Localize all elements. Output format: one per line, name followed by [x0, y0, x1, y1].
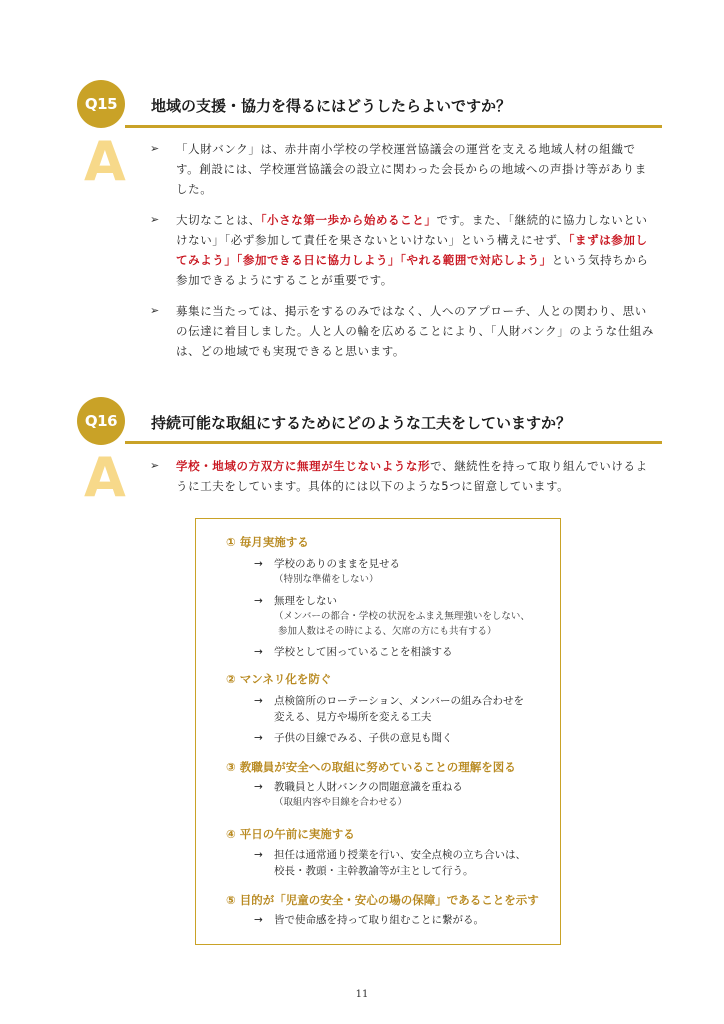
answer-bullet — [148, 139, 658, 199]
bullet-arrow-icon: ➢ — [150, 142, 160, 155]
bullet-arrow-icon: ➢ — [150, 304, 160, 317]
measure-title: ① 毎月実施する — [226, 535, 309, 549]
emphasis-text: 「小さな第一歩から始めること」 — [260, 213, 437, 227]
measure-title: ② マンネリ化を防ぐ — [226, 672, 332, 686]
q16-answer-mark: A — [84, 446, 126, 509]
measures-box — [195, 518, 561, 945]
q16-underline — [125, 441, 662, 444]
measure-item: → 教職員と人財バンクの問題意識を重ねる — [254, 781, 463, 793]
measure-note: （メンバーの都合・学校の状況をふまえ無理強いをしない、 — [274, 611, 530, 622]
answer-text: 募集に当たっては、掲示をするのみではなく、人へのアプローチ、人との関わり、思いの伝達に着目しました。人と人の輪を広めることにより、「人財バンク」のような仕組みは、どの地域でも実現できると思います。 — [176, 304, 655, 358]
answer-bullet — [148, 301, 658, 361]
answer-text: という気持ちから参加できるようにすることが重要です。 — [176, 253, 649, 287]
measure-note: （特別な準備をしない） — [274, 574, 379, 585]
measure-note: （取組内容や目線を合わせる） — [274, 797, 408, 808]
q15-answer-mark: A — [84, 130, 126, 193]
q16-badge: Q16 — [77, 397, 125, 445]
q15-underline — [125, 125, 662, 128]
measure-1 — [226, 534, 556, 660]
arrow-icon: → — [254, 781, 263, 793]
measure-item: → 子供の目線でみる、子供の意見も聞く — [254, 732, 453, 744]
arrow-icon: → — [254, 914, 263, 926]
measure-5 — [226, 892, 556, 928]
arrow-icon: → — [254, 558, 263, 570]
q15-answer-list — [148, 139, 658, 372]
answer-text: です。また、「継続的に協力しないといけない」「必ず参加して責任を果さないといけない」という構えにせず、 — [176, 213, 648, 247]
bullet-arrow-icon: ➢ — [150, 459, 160, 472]
q16-answer-list — [148, 456, 658, 507]
measure-4 — [226, 826, 556, 879]
emphasis-text: 「まずは参加してみよう」「参加できる日に協力しよう」「やれる範囲で対応しよう」 — [176, 233, 648, 267]
answer-bullet — [148, 210, 658, 290]
page-number: 11 — [355, 989, 369, 1000]
answer-bullet — [148, 456, 658, 496]
measure-item: → 皆で使命感を持って取り組むことに繋がる。 — [254, 914, 484, 926]
measure-item: → 担任は通常通り授業を行い、安全点検の立ち合いは、 — [254, 849, 526, 861]
measure-item: → 学校として困っていることを相談する — [254, 646, 453, 658]
emphasis-text: 学校・地域の方双方に無理が生じないような形 — [176, 459, 431, 473]
arrow-icon: → — [254, 646, 263, 658]
measure-item: → 点検箇所のローテーション、メンバーの組み合わせを — [254, 695, 525, 707]
q15-badge: Q15 — [77, 80, 125, 128]
answer-text: で、継続性を持って取り組んでいけるように工夫をしています。具体的には以下のような5つに留意しています。 — [176, 459, 648, 493]
answer-text: 「人財バンク」は、赤井南小学校の学校運営協議会の運営を支える地域人材の組織です。創設には、学校運営協議会の設立に関わった会長からの地域への声掛け等がありました。 — [176, 142, 647, 196]
arrow-icon: → — [254, 732, 263, 744]
measure-title: ④ 平日の午前に実施する — [226, 827, 355, 841]
answer-text: 大切なことは、 — [176, 213, 261, 227]
measure-item-cont: 変える、見方や場所を変える工夫 — [274, 711, 432, 723]
arrow-icon: → — [254, 849, 263, 861]
measure-item-cont: 校長・教頭・主幹教諭等が主として行う。 — [274, 865, 474, 877]
measure-title: ③ 教職員が安全への取組に努めていることの理解を図る — [226, 760, 516, 774]
q16-question: 持続可能な取組にするためにどのような工夫をしていますか？ — [151, 414, 572, 432]
q15-question: 地域の支援・協力を得るにはどうしたらよいですか？ — [151, 97, 512, 115]
bullet-arrow-icon: ➢ — [150, 213, 160, 226]
measure-note: 参加人数はその時による、欠席の方にも共有する） — [278, 626, 497, 637]
measure-2 — [226, 671, 556, 746]
measure-item: → 無理をしない — [254, 595, 337, 607]
arrow-icon: → — [254, 595, 263, 607]
measure-item: → 学校のありのままを見せる — [254, 558, 400, 570]
measure-3 — [226, 759, 556, 810]
measure-title: ⑤ 目的が「児童の安全・安心の場の保障」であることを示す — [226, 893, 539, 907]
arrow-icon: → — [254, 695, 263, 707]
